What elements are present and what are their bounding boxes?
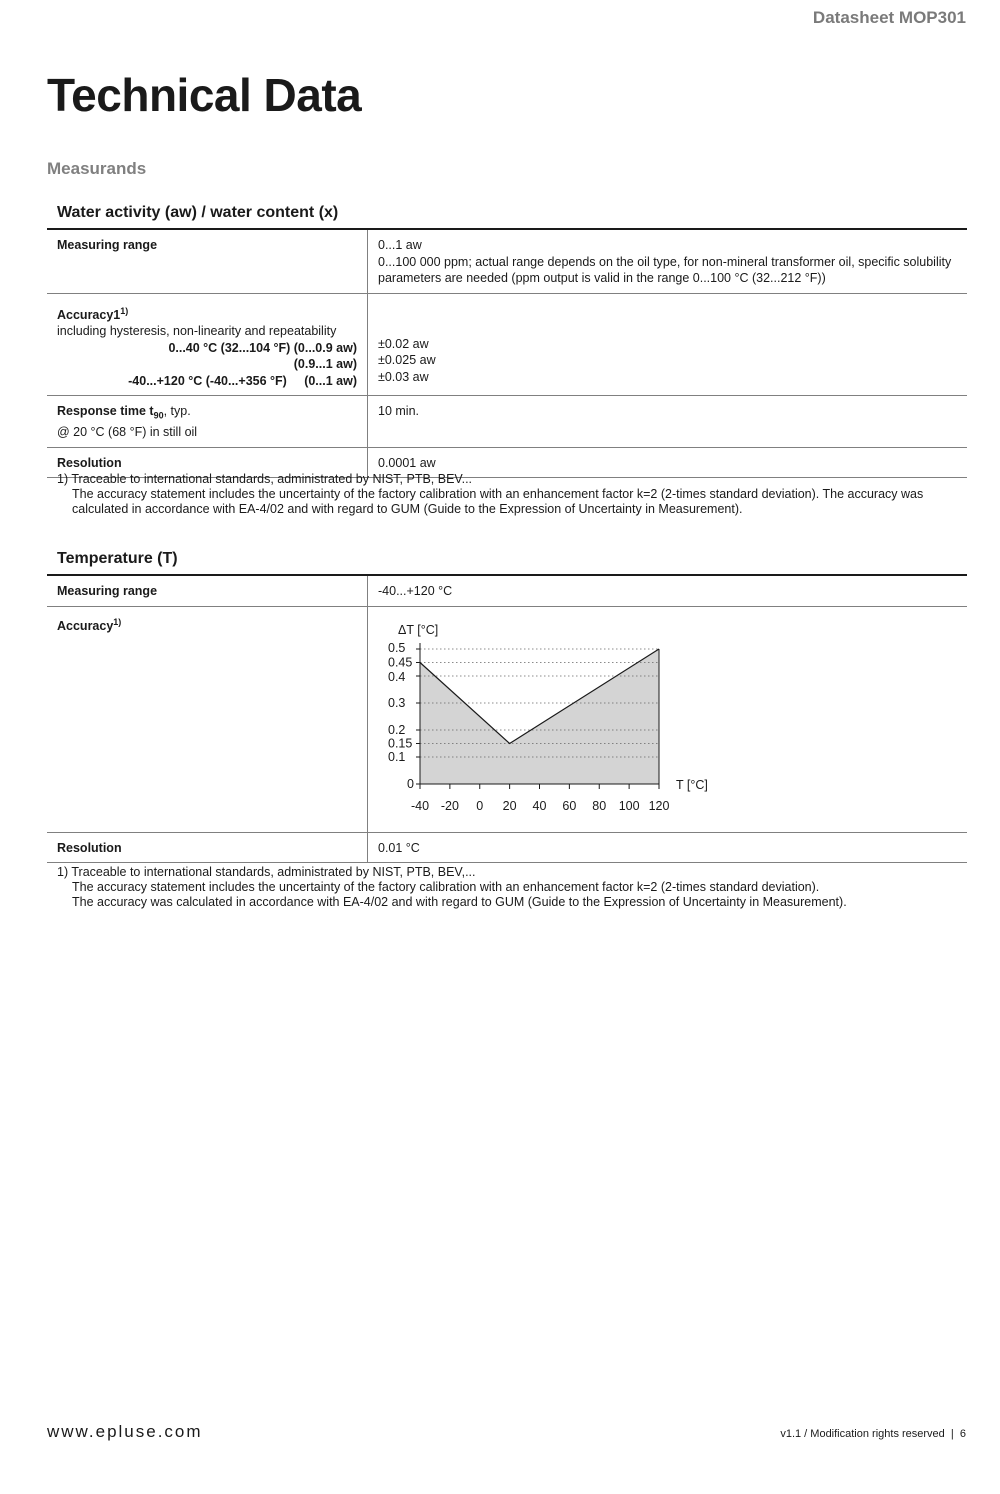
x-tick-label: -20	[440, 798, 459, 813]
x-tick-label: 120	[648, 798, 670, 813]
x-tick-label: 20	[502, 798, 517, 813]
table-row	[47, 229, 967, 293]
acc-value-2: ±0.025 aw	[378, 353, 436, 367]
x-tick-label: 100	[618, 798, 640, 813]
response-suffix: , typ.	[163, 404, 191, 419]
y-tick-label: 0.5	[388, 640, 406, 655]
x-axis-label: T [°C]	[676, 777, 708, 792]
temp-measuring-range-value: -40...+120 °C	[368, 575, 968, 606]
response-time-label: Response time t	[57, 404, 154, 419]
accuracy-values	[368, 293, 968, 396]
measuring-range-label: Measuring range	[47, 229, 368, 293]
acc-value-3: ±0.03 aw	[378, 369, 429, 384]
temp-measuring-range-label: Measuring range	[47, 575, 368, 606]
x-tick-label: 0	[476, 798, 484, 813]
error-area	[420, 649, 659, 784]
y-tick-label: 0.2	[388, 722, 406, 737]
y-tick-label: 0.45	[388, 655, 413, 669]
y-tick-label: 0	[407, 776, 414, 791]
accuracy-chart-svg	[378, 614, 718, 826]
mr-line2: 0...100 000 ppm; actual range depends on the oil type, for non-mineral transformer oil, specific solubility parameters are needed (ppm output is valid in the range 0...100 °C (32...212 °F))	[378, 254, 952, 285]
acc-cond-3: -40...+120 °C (-40...+356 °F) (0...1 aw)	[128, 373, 357, 388]
measuring-range-value	[368, 229, 968, 293]
footnote-line: The accuracy statement includes the uncertainty of the factory calibration with an enhancement factor k=2 (2-times standard deviation).	[72, 880, 820, 894]
y-tick-label: 0.4	[388, 669, 406, 684]
table-row	[47, 293, 967, 396]
footnote-mark: 1)	[120, 305, 129, 316]
response-time-cell	[47, 396, 368, 448]
table-row	[47, 606, 967, 832]
water-activity-title: Water activity (aw) / water content (x)	[57, 204, 339, 221]
acc-cond-2: (0.9...1 aw)	[293, 357, 357, 372]
temp-resolution-label: Resolution	[47, 832, 368, 863]
page-title: Technical Data	[47, 69, 362, 121]
section-title: Measurands	[47, 159, 147, 178]
response-sub: 90	[153, 410, 164, 421]
footnote-line: The accuracy statement includes the uncertainty of the factory calibration with an enhancement factor k=2 (2-times standard deviation). The accuracy was calculated in accordance with EA-4/02 and with regard to GUM (Guide to the Expression of Uncertainty in Measurement).	[72, 487, 924, 516]
response-time-value: 10 min.	[368, 396, 968, 448]
temp-resolution-value: 0.01 °C	[368, 832, 968, 863]
x-tick-label: 80	[592, 798, 607, 813]
temp-accuracy-label-cell	[47, 606, 368, 832]
accuracy-sub: including hysteresis, non-linearity and repeatability	[57, 324, 337, 339]
table-row	[47, 396, 967, 448]
x-tick-label: -40	[410, 798, 430, 813]
water-footnote	[57, 472, 957, 517]
y-tick-label: 0.15	[388, 736, 413, 750]
accuracy-chart-cell	[368, 606, 968, 832]
resolution-label: Resolution	[47, 447, 368, 478]
website-link[interactable]: www.epluse.com	[47, 1422, 203, 1441]
footnote-line: 1) Traceable to international standards, administrated by NIST, PTB, BEV,...	[57, 865, 476, 879]
response-cond: @ 20 °C (68 °F) in still oil	[57, 425, 198, 440]
footnote-line: 1) Traceable to international standards, administrated by NIST, PTB, BEV...	[57, 472, 473, 486]
temp-accuracy-label: Accuracy	[57, 618, 114, 633]
y-tick-label: 0.3	[388, 695, 406, 710]
version-info: v1.1 / Modification rights reserved | 6	[780, 1428, 966, 1440]
x-tick-label: 40	[532, 798, 547, 813]
temperature-footnote	[57, 865, 957, 910]
mr-line1: 0...1 aw	[378, 238, 422, 252]
datasheet-label: Datasheet MOP301	[812, 8, 966, 27]
x-tick-label: 60	[562, 798, 577, 813]
accuracy-label-cell	[47, 293, 368, 396]
acc-cond-1: 0...40 °C (32...104 °F) (0...0.9 aw)	[168, 340, 357, 355]
accuracy-chart	[378, 614, 718, 826]
temperature-title: Temperature (T)	[57, 550, 178, 567]
footnote-mark: 1)	[113, 616, 122, 627]
accuracy-label: Accuracy1	[57, 307, 121, 322]
temperature-table	[47, 574, 967, 863]
table-row	[47, 832, 967, 863]
y-tick-label: 0.1	[388, 749, 406, 764]
acc-value-1: ±0.02 aw	[378, 336, 429, 351]
table-row	[47, 575, 967, 606]
footnote-line: The accuracy was calculated in accordance with EA-4/02 and with regard to GUM (Guide to the Expression of Uncertainty in Measurement).	[72, 895, 847, 909]
resolution-value: 0.0001 aw	[368, 447, 968, 478]
y-axis-label: ΔT [°C]	[398, 622, 439, 637]
water-activity-table	[47, 228, 967, 478]
